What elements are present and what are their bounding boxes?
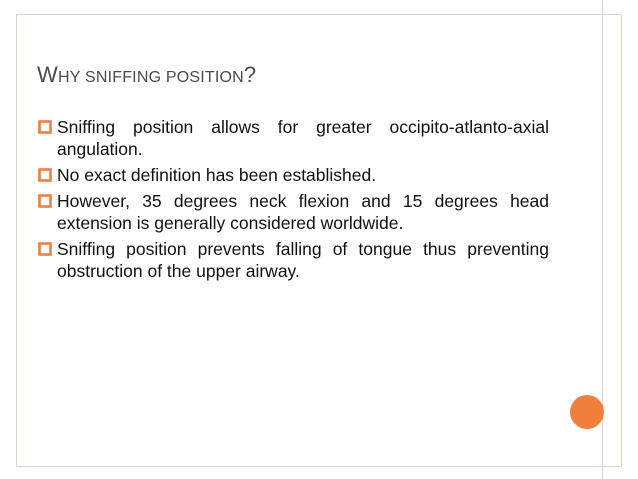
square-bullet-icon — [38, 194, 52, 208]
square-bullet-icon — [38, 168, 52, 182]
square-bullet-icon — [38, 242, 52, 256]
bullet-item — [37, 116, 549, 160]
bullet-item — [37, 238, 549, 282]
bullet-text: However, 35 degrees neck flexion and 15 degrees head extension is generally considered worldwide. — [57, 191, 549, 233]
slide-title — [37, 62, 256, 88]
bullet-text: No exact definition has been established. — [57, 165, 377, 185]
bullet-item — [37, 164, 549, 186]
title-initial: W — [37, 62, 58, 87]
orange-circle-decoration — [570, 395, 604, 429]
bullet-list — [37, 116, 549, 286]
title-rest: HY SNIFFING POSITION — [57, 69, 244, 86]
bullet-text: Sniffing position prevents falling of tongue thus preventing obstruction of the upper airway. — [57, 239, 549, 281]
title-question-mark: ? — [243, 62, 257, 87]
bullet-item — [37, 190, 549, 234]
bullet-text: Sniffing position allows for greater occipito-atlanto-axial angulation. — [57, 117, 549, 159]
square-bullet-icon — [38, 120, 52, 134]
